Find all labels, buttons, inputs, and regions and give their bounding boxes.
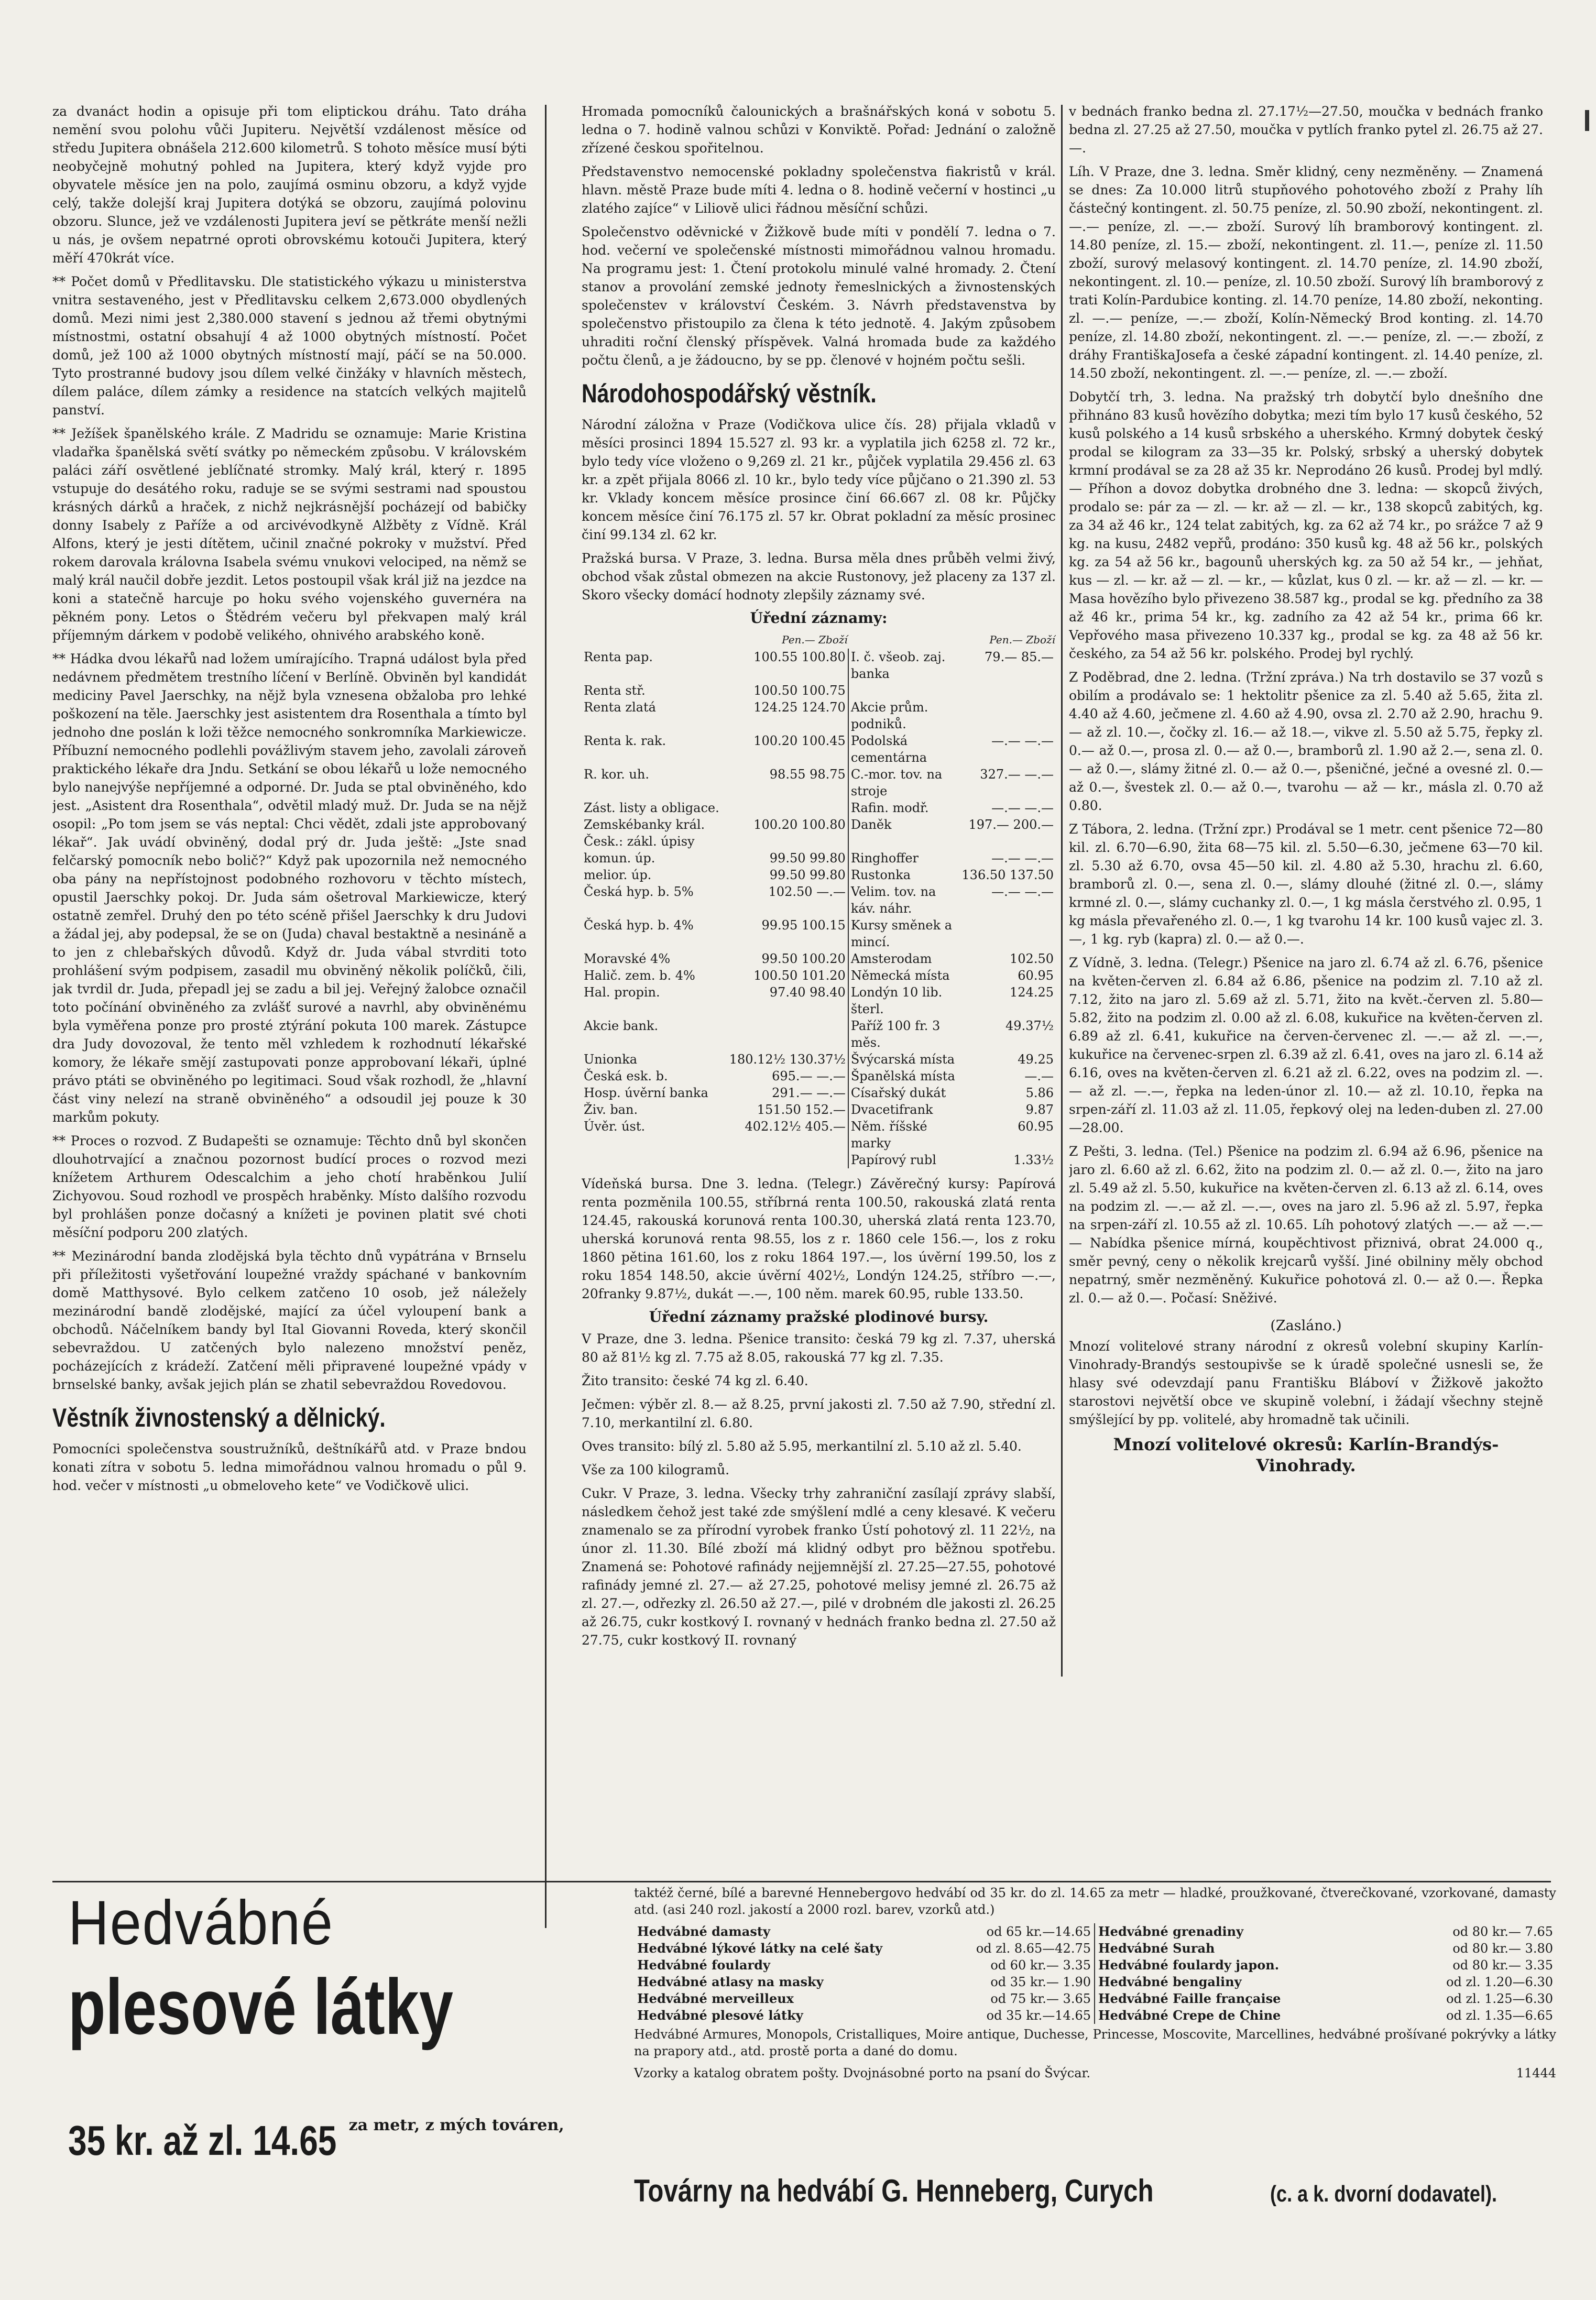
quote-cell: R. kor. uh. — [584, 767, 649, 782]
quote-cell: 100.50 100.75 — [753, 683, 846, 698]
article-paragraph: V Praze, dne 3. ledna. Pšenice transito: česká 79 kg zl. 7.37, uherská 80 až 81½ kg zl. 7.75 až 8.05, rakouská 77 kg zl. 7.35. — [582, 1331, 1056, 1365]
product-row — [634, 1957, 1095, 1974]
quote-cell: 180.12½ 130.37½ — [729, 1052, 846, 1067]
product-name: Hedvábné Faille française — [1098, 1991, 1281, 2006]
product-row — [1095, 1923, 1556, 1940]
quote-cell: Dvacetifrank — [848, 1101, 960, 1118]
quote-cell: I. č. všeob. zaj. banka — [848, 649, 960, 682]
quote-row — [582, 1017, 1056, 1051]
ad-samples — [634, 2065, 1556, 2082]
quote-cell — [727, 1152, 848, 1168]
quote-row — [582, 917, 1056, 950]
zaslano-signature: Mnozí volitelové okresů: Karlín-Brandýs-Vinohrady. — [1113, 1434, 1499, 1475]
ad-factory-name: Továrny na hedvábí G. Henneberg, Curych — [634, 2173, 1154, 2208]
quote-row — [582, 766, 1056, 799]
product-price: od 80 kr.— 7.65 — [1452, 1924, 1553, 1939]
column-2 — [582, 102, 1056, 1978]
quote-row — [582, 732, 1056, 766]
quote-cell — [582, 1152, 727, 1168]
quote-cell: Akcie bank. — [584, 1018, 659, 1033]
quote-cell: 9.87 — [1025, 1102, 1054, 1117]
quote-cell: Londýn 10 lib. šterl. — [848, 984, 960, 1017]
quote-cell: Unionka — [584, 1052, 638, 1067]
ad-price-big: 35 kr. až zl. 14.65 — [68, 2117, 337, 2164]
ad-headline-1: Hedvábné — [68, 1888, 334, 1958]
product-price: od 80 kr.— 3.35 — [1452, 1958, 1553, 1973]
ad-samples-text: Vzorky a katalog obratem pošty. Dvojnásobné porto na psaní do Švýcar. — [634, 2066, 1090, 2080]
quote-cell: —.— —.— — [991, 851, 1054, 866]
section-title-trade: Věstník živnostenský a dělnický. — [52, 1403, 386, 1432]
quote-cell: Švýcarská místa — [848, 1051, 960, 1068]
quote-cell — [959, 682, 1056, 699]
quote-cell: 79.— 85.— — [985, 650, 1054, 664]
quote-cell — [959, 917, 1056, 950]
quote-cell: 695.— —.— — [772, 1069, 846, 1083]
product-row — [634, 2007, 1095, 2024]
quote-cell: 102.50 — [1010, 951, 1054, 966]
article-paragraph: Z Pešti, 3. ledna. (Tel.) Pšenice na podzim zl. 6.94 až 6.96, pšenice na jaro zl. 6.60 až zl. 6.62, žito na podzim zl. 0.— až zl. 0.—, žito na jaro zl. 5.49 až zl. 5.50, kukuřice na květen-červen zl. 6.13 až zl. 6.14, oves na podzim zl. —.— až zl. —.—, oves na jaro zl. 5.96 až zl. 5.97, řepka na srpen-září zl. 10.55 až zl. 10.65. Líh pohotový zlatých —.— až —.— — Nabídka pšenice mírná, koupěchtivost přiznivá, obrat 24.000 q., směr pevný, ceny o několik krejcarů vyšší. Jiné obilniny měly obchod nepatrný, směr nezměněný. Kukuřice pohotová zl. 0.— až 0.—. Řepka zl. 0.— až 0.—. Počasí: Sněživé. — [1069, 1144, 1543, 1306]
quote-cell: 49.25 — [1018, 1052, 1054, 1067]
article-paragraph: ** Hádka dvou lékařů nad ložem umírajícího. Trapná událost byla před nedávnem předmětem trestního líčení v Berlíně. Obviněn byl kandidát mediciny Pavel Jaerschky, na nějž byla vznesena obžaloba pro lehké poškození na těle. Jaerschky jest asistentem dra Rosenthala a tímto byl jednoho dne poslán k loži těžce nemocného sonkromníka Markiewicze. Příbuzní nemocného podlehli povážlivým stavem jeho, zavolali zároveň praktického lékaře dra Jndu. Setkání se obou lékařů u lože nemocného bylo nanejvýše nepříjemné a odporné. Dr. Juda se ptal obviněného, kdo jest. „Asistent dra Rosenthala“, odvětil mladý muž. Dr. Juda se na nějž osopil: „Po tom jsem se vás neptal: Chci vědět, zdali jste approbovaný lékař“. Jak uvádí obviněný, dodal prý dr. Juda ještě: „Jste snad felčarský pomocník nebo bolič?“ Když pak upozornila než nemocného oba pány na nepřístojnost podobného rozhovoru v těchto místech, opustil Jaerschky pokoj. Dr. Juda sám ošetroval Markiewicze, který ostatně zemřel. Druhý den po této scéně přišel Jaerschky k dru Judovi a žádal jej, aby podepsal, že se on (Juda) chaval bestaktně a nesináně a to jen z chlebařských důvodů. Když dr. Juda vábal stvrditi toto prohlášení svým podpisem, zasadil mu obviněný několik políčků, čili, jak tvrdil dr. Juda, přepadl jej se zadu a bil jej. Veřejný žalobce označil toto počínání obviněného za zvlášť surové a navrhl, aby obviněnému byla vyměřena ponze pro prosté ztýrání pokuta 100 marek. Zástupce dra Judy dovozoval, že tento měl vzhledem k rozhodnutí lékařské komory, že lékaře smějí zastupovati ponze approbovaní lékaři, úplné právo ptáti se obviněného po legitimaci. Soud však rozhodl, že „hlavní část viny nelezí na straně obviněného“ a odsoudil jej pouze k 30 markům pokuty. — [52, 651, 527, 1125]
article-paragraph: Z Tábora, 2. ledna. (Tržní zpr.) Prodával se 1 metr. cent pšenice 72—80 kil. zl. 6.70—6.90, žita 68—75 kil. zl. 5.50—6.30, ječmene 63—70 kil. zl. 5.30 až 6.70, ovsa 45—50 kil. zl. 4.80 až 5.30, hrachu zl. 6.60, bramborů zl. 0.—, sena zl. 0.—, slámy dlouhé (žitné zl. 0.—, slámy krmné zl. 0.—, slámy cuchanky zl. 0.—, 1 kg másla čerstvého zl. 0.95, 1 kg másla převařeného zl. 0.—, 1 kg tvarohu 14 kr. 100 kusů vajec zl. 3.—, 1 kg. ryb (kapra) zl. 0.— až 0.—. — [1069, 822, 1543, 947]
ad-products-left — [634, 1923, 1095, 2024]
article-paragraph: Oves transito: bílý zl. 5.80 až 5.95, merkantilní zl. 5.10 až zl. 5.40. — [582, 1439, 1022, 1454]
product-row — [1095, 1974, 1556, 1990]
quote-cell: Halič. zem. b. 4% — [584, 968, 695, 983]
quote-row — [582, 1051, 1056, 1068]
quote-row — [582, 984, 1056, 1017]
column-rule-2 — [1061, 105, 1063, 1677]
quote-cell: —.— — [1024, 1069, 1054, 1083]
ad-headline-2: plesové látky — [68, 1963, 453, 2051]
product-row — [1095, 1990, 1556, 2007]
quote-cell: Kursy směnek a mincí. — [848, 917, 960, 950]
zaslano-box — [1069, 1318, 1543, 1476]
product-name: Hedvábné foulardy — [637, 1957, 770, 1973]
product-price: od zl. 1.35—6.65 — [1446, 2008, 1553, 2023]
quote-cell: 197.— 200.— — [968, 817, 1054, 832]
article-paragraph: Líh. V Praze, dne 3. ledna. Směr klidný, ceny nezměněny. — Znamená se dnes: Za 10.000 litrů stupňového pohotového zboží z Prahy líh částečný kontingent. zl. 50.75 peníze, zl. 50.90 zboží, nekontingent. zl. —.— peníze, zl. —.— zboží. Surový líh bramborový kontingent. zl. 14.80 peníze, zl. 15.— zboží, nekontingent. zl. 11.—, peníze zl. 11.50 zboží, surový melasový kontingent. zl. 14.70 peníze, zl. 14.90 zboží, nekontingent. zl. 10.— peníze, zl. 10.50 zboží. Surový líh bramborový z trati Kolín-Pardubice konting. zl. 14.70 peníze, 14.80 zboží, nekonting. zl. —.— peníze, —.— zboží, Kolín-Německý Brod konting. zl. 14.70 peníze, zl. 14.80 zboží, nekontingent. zl. —.— peníze, zl. —.— zboží, z dráhy FrantiškaJosefa a české západní kontingent. zl. 14.40 peníze, zl. 14.50 zboží, nekontingent. zl. —.— peníze, zl. —.— zboží. — [1069, 164, 1543, 381]
quote-cell: C.-mor. tov. na stroje — [848, 766, 960, 799]
quote-row — [582, 699, 1056, 732]
quote-cell: 98.55 98.75 — [769, 767, 846, 782]
article-paragraph: Národní záložna v Praze (Vodičkova ulice čís. 28) přijala vkladů v měsíci prosinci 1894 15.527 zl. 93 kr. a vyplatila jich 6258 zl. 72 kr., bylo tedy více vloženo o 9,269 zl. 21 kr., půjček vyplatila 29.456 zl. 63 kr. a zpět přijala 8066 zl. 10 kr., bylo tedy více půjčano o 21.390 zl. 53 kr. Vklady koncem měsíce prosince činí 66.667 zl. 08 kr. Půjčky koncem měsíce činí 76.175 zl. 57 kr. Obrat pokladní za měsíc prosinec činí 99.134 zl. 62 kr. — [582, 417, 1056, 542]
quotes-title: Úřední záznamy: — [750, 609, 888, 627]
quote-cell: Daněk — [848, 816, 960, 850]
quotes-table — [582, 631, 1056, 1168]
quote-row — [582, 682, 1056, 699]
product-name: Hedvábné foulardy japon. — [1098, 1957, 1280, 1973]
article-paragraph: Vídeňská bursa. Dne 3. ledna. (Telegr.) Závěrečný kursy: Papírová renta pozměnila 100.55, stříbrná renta 100.50, rakouská zlatá renta 124.45, rakouská korunová renta 100.30, uherská zlatá renta 123.70, uherská korunová renta 98.55, los z r. 1860 cele 156.—, los z roku 1860 pětina 161.60, los z roku 1864 197.—, los úvěrní 199.50, los z roku 1854 148.50, akcie úvěrní 402½, Londýn 124.25, stříbro —.—, 20franky 9.87½, dukát —.—, 100 něm. marek 60.95, ruble 133.50. — [582, 1176, 1056, 1301]
product-price: od zl. 8.65—42.75 — [976, 1941, 1091, 1956]
zaslano-title: (Zasláno.) — [1270, 1318, 1342, 1334]
article-paragraph: Z Vídně, 3. ledna. (Telegr.) Pšenice na jaro zl. 6.74 až zl. 6.76, pšenice na květen-červen zl. 6.84 až 6.86, pšenice na podzim zl. 7.10 až zl. 7.12, žito na jaro zl. 5.69 až zl. 5.71, žito na květ.-červen zl. 5.80—5.82, žito na podzim zl. 0.00 až zl. 6.08, kukuřice na květen-červen zl. 6.89 až zl. 6.41, kukuřice na červen-červenec zl. —.— až zl. —.—, kukuřice na červenec-srpen zl. 6.39 až zl. 6.41, oves na jaro zl. 6.14 až 6.16, oves na květen-červen zl. 6.21 až zl. 6.22, oves na podzim zl. —.— až zl. —.—, řepka na leden-únor zl. 10.— až zl. 10.10, řepka na srpen-září zl. 11.03 až zl. 11.05, řepkový olej na leden-duben zl. 27.00—28.00. — [1069, 955, 1543, 1135]
quote-cell: Německá místa — [848, 967, 960, 984]
quote-cell: 327.— —.— — [980, 767, 1054, 782]
quote-row — [582, 816, 1056, 850]
quote-cell: Živ. ban. — [584, 1102, 638, 1117]
quote-cell: 124.25 — [1010, 985, 1054, 1000]
quote-cell: —.— —.— — [991, 884, 1054, 899]
product-price: od zl. 1.20—6.30 — [1446, 1975, 1553, 1989]
product-price: od 80 kr.— 3.80 — [1452, 1941, 1553, 1956]
quote-cell: Renta stř. — [584, 683, 646, 698]
product-name: Hedvábné atlasy na masky — [637, 1974, 824, 1989]
section-title-economy: Národohospodářský věstník. — [582, 379, 877, 408]
quote-cell: Akcie prům. podniků. — [848, 699, 960, 732]
quote-cell: 99.50 99.80 — [769, 851, 846, 866]
quote-cell: Velim. tov. na káv. náhr. — [848, 883, 960, 917]
ad-price-note: za metr, z mých továren, — [348, 2116, 564, 2134]
quote-cell: 136.50 137.50 — [961, 868, 1054, 882]
article-paragraph: Představenstvo nemocenské pokladny společenstva fiakristů v král. hlavn. městě Praze bude míti 4. ledna o 8. hodině večerní v hostinci „u zlatého zajíce“ v Liliově ulici řádnou měsíční schůzi. — [582, 164, 1056, 216]
quote-cell: Renta k. rak. — [584, 733, 666, 748]
article-paragraph: ** Proces o rozvod. Z Budapešti se oznamuje: Těchto dnů byl skončen dlouhotrvající a značnou pozornost budící proces o rozvod mezi knížetem Arthurem Odescalchim a jeho chotí hraběnkou Julií Zichyovou. Soud rozhodl ve prospěch hraběnky. Místo dalšího rozvodu byl prohlášen ponze dočasný a knížeti je povinen platit své choti měsíční podporu 200 zlatých. — [52, 1133, 527, 1240]
grain-title: Úřední záznamy pražské plodinové bursy. — [649, 1308, 989, 1326]
quote-row — [582, 1152, 1056, 1168]
quote-cell: Rafin. modř. — [848, 799, 960, 816]
quote-row — [582, 850, 1056, 867]
ad-factory-note: (c. a k. dvorní dodavatel). — [1270, 2181, 1497, 2207]
product-name: Hedvábné grenadiny — [1098, 1924, 1244, 1939]
article-paragraph: v bednách franko bedna zl. 27.17½—27.50, moučka v bednách franko bedna zl. 27.25 až 27.50, moučka v pytlích franko pytel zl. 26.75 až 27.—. — [1069, 104, 1543, 156]
article-paragraph: Pomocníci společenstva soustružníků, deštníkářů atd. v Praze bndou konati zítra v sobotu 5. ledna mimořádnou valnou hromadu o půl 9. hod. večer v místnosti „u obmeloveho kete“ ve Vodičkově ulici. — [52, 1441, 527, 1493]
article-paragraph: za dvanáct hodin a opisuje při tom eliptickou dráhu. Tato dráha nemění svou polohu vůči Jupiteru. Největší vzdálenost měsíce od středu Jupitera obnášela 212.600 kilometrů. S tohoto měsíce musí býti neobyčejně mohutný pohled na Jupitera, který když vyjde pro obyvatele měsíce jen na polo, zaujímá osminu obzoru, a když vyjde celý, takže dolejší kraj Jupitera dotýká se obzoru, zaujímá polovinu obzoru. Slunce, jež ve vzdálenosti Jupitera jeví se pětkráte menší nežli u nás, je ovšem nepatrné oproti obrovskému kotouči Jupitera, který měří 470krát více. — [52, 104, 527, 266]
article-paragraph: Žito transito: české 74 kg zl. 6.40. — [582, 1373, 808, 1388]
quote-cell: Renta zlatá — [584, 700, 656, 715]
product-price: od 35 kr.—14.65 — [986, 2008, 1091, 2023]
quote-cell: 402.12½ 405.— — [745, 1119, 846, 1134]
quote-cell: Španělská místa — [848, 1068, 960, 1085]
product-price: od 60 kr.— 3.35 — [990, 1958, 1091, 1973]
product-row — [634, 1974, 1095, 1990]
ad-product-list — [634, 1923, 1556, 2024]
quote-cell: Něm. říšské marky — [848, 1118, 960, 1152]
quote-cell: Amsterodam — [848, 950, 960, 967]
ad-price — [68, 2117, 564, 2165]
product-name: Hedvábné Crepe de Chine — [1098, 2008, 1281, 2023]
quote-cell: 99.50 99.80 — [769, 868, 846, 882]
quote-row — [582, 1068, 1056, 1085]
quote-cell: 151.50 152.— — [757, 1102, 846, 1117]
product-price: od 35 kr.— 1.90 — [990, 1975, 1091, 1989]
ad-number: 11444 — [1516, 2066, 1556, 2080]
quote-row — [582, 867, 1056, 883]
product-name: Hedvábné lýkové látky na celé šaty — [637, 1941, 883, 1956]
quote-cell: —.— —.— — [991, 801, 1054, 815]
quote-cell: Papírový rubl — [848, 1152, 960, 1168]
quote-cell — [727, 1017, 848, 1051]
quote-cell: 5.86 — [1025, 1086, 1054, 1100]
quote-cell: 100.55 100.80 — [753, 650, 846, 664]
product-row — [1095, 2007, 1556, 2024]
margin-mark — [1585, 110, 1589, 131]
article-paragraph: Vše za 100 kilogramů. — [582, 1462, 730, 1477]
article-paragraph: Dobytčí trh, 3. ledna. Na pražský trh dobytčí bylo dnešního dne přihnáno 83 kusů hovězího dobytka; mezi tím bylo 17 kusů českého, 52 kusů polského a 14 kusů srbského a uherského. Krmný dobytek český prodal se kilogram za 33—35 kr. Polský, srbský a uherský dobytek krmní prodával se za 28 až 35 kr. Neprodáno 26 kusů. Prodej byl mdlý. — Příhon a dovoz dobytka drobného dne 3. ledna: — skopců živých, prodalo se: pár za — zl. — kr. až — zl. — kr., 138 skopců zabitých, kg. za 34 až 46 kr., 124 telat zabitých, kg. za 62 až 74 kr., po srážce 7 až 9 kg. na kusu, 2482 vepřů, prodáno: 350 kusů kg. 48 až 56 kr., polských kg. za 54 až 56 kr., bagounů uherských kg. za 50 až 54 kr., — jehňat, kus — zl. — kr. až — zl. — kr., — kůzlat, kus 0 zl. — kr. až — zl. — kr. — Masa hovězího bylo přivezeno 38.587 kg., prodal se kg. předního za 38 až 46 kr., prima 54 kr., kg. zadního za 42 až 54 kr., prima 66 kr. Vepřového masa přivezeno 10.337 kg., prodal se kg. za 48 až 56 kr. českého, za 54 až 56 kr. polského. Prodej byl rychlý. — [1069, 389, 1543, 661]
quote-cell: 97.40 98.40 — [769, 985, 846, 1000]
column-1 — [52, 102, 527, 1881]
ad-details-block — [634, 1885, 1556, 2241]
quote-cell: Česká hyp. b. 5% — [584, 884, 694, 899]
quote-cell: Česká esk. b. — [584, 1069, 668, 1083]
quote-row — [582, 1101, 1056, 1118]
product-row — [634, 1923, 1095, 1940]
product-name: Hedvábné Surah — [1098, 1941, 1215, 1956]
quote-cell — [848, 682, 960, 699]
product-price: od 65 kr.—14.65 — [986, 1924, 1091, 1939]
ad-products-right — [1095, 1923, 1556, 2024]
product-row — [1095, 1940, 1556, 1957]
product-row — [1095, 1957, 1556, 1974]
quote-row — [582, 883, 1056, 917]
quote-cell: Zást. listy a obligace. — [584, 801, 719, 815]
quotes-header: Pen.— Zboží — [989, 633, 1055, 646]
product-row — [634, 1990, 1095, 2007]
quote-cell: 99.95 100.15 — [761, 918, 846, 933]
quote-cell: 100.20 100.45 — [753, 733, 846, 748]
article-paragraph: Cukr. V Praze, 3. ledna. Všecky trhy zahraniční zasílají zprávy slabší, následkem čehož jest také zde smýšlení mdlé a ceny klesavé. K večeru znamenalo se za přírodní vyrobek franko Ústí pohotový zl. 11 22½, na únor zl. 11.30. Bílé zboží má klidný odbyt pro běžnou spotřebu. Znamená se: Pohotové rafinády nejjemnější zl. 27.25—27.55, pohotové rafinády jemné zl. 27.— až 27.25, pohotové melisy jemné zl. 26.75 až zl. 27.—, odřezky zl. 26.50 až 27.—, pilé v drobném dle jakosti zl. 26.25 až 26.75, cukr kostkový I. rovnaný v hednách franko bedna zl. 27.50 až 27.75, cukr kostkový II. rovnaný — [582, 1486, 1056, 1648]
zaslano-text: Mnozí volitelové strany národní z okresů volební skupiny Karlín-Vinohrady-Brandýs sestoupivše se k úradě společné usnesli se, že hlasy své odevzdají panu Františku Bláboví v Žižkově jakožto starostovi největší obce ve skupině volební, i žádají všechny stejně smýšlející by pp. volitelé, aby hromadně tak učinili. — [1069, 1339, 1543, 1427]
quote-row — [582, 799, 1056, 816]
quote-cell: Renta pap. — [584, 650, 653, 664]
article-paragraph: ** Mezinárodní banda zlodějská byla těchto dnů vypátrána v Brnselu při příležitosti vyšetřování loupežné vraždy spáchané v bankovním domě Matthysové. Bylo celkem zatčeno 10 osob, jež náležely mezinárodní bandě zlodějské, mající za účel vyloupení bank a obchodů. Náčelníkem bandy byl Ital Giovanni Roveda, který skončil sebevraždou. U zatčených bylo nalezeno množství peněz, pocházejících z krádeží. Zatčení měli připravené loupežné vpády v brnselské banky, avšak jejich plán se zhatil sebevraždou Rovedovou. — [52, 1248, 527, 1392]
quote-cell: Hal. propin. — [584, 985, 660, 1000]
article-paragraph: Společenstvo oděvnické v Žižkově bude míti v pondělí 7. ledna o 7. hod. večerní ve společenské místnosti mimořádnou valnou hromadu. Na programu jest: 1. Čtení protokolu minulé valné hromady. 2. Čtení stanov a provolání zemské jednoty řemeslnických a živnostenských společenstev v království Českém. 3. Návrh představenstva by společenstvo přistoupilo za člena k této jednotě. 4. Jakým způsobem uhraditi roční členský příspěvek. Valná hromada bude za každého počtu členů, a je žádoucno, by se pp. členové v hojném počtu sešli. — [582, 224, 1056, 368]
quote-cell: Ringhoffer — [848, 850, 960, 867]
quote-cell: Zemskébanky král. Česk.: zákl. úpisy — [584, 817, 705, 849]
ad-materials: Hedvábné Armures, Monopols, Cristalliques, Moire antique, Duchesse, Princesse, Moscovite, Marcellines, hedvábné prošívané pokrývky a látky na prapory atd., atd. prostě porta a dané do domu. — [634, 2027, 1556, 2058]
quote-cell: 49.37½ — [1005, 1018, 1054, 1033]
quote-cell: Císařský dukát — [848, 1085, 960, 1101]
quote-row — [582, 649, 1056, 682]
article-paragraph: Hromada pomocníků čalounických a brašnářských koná v sobotu 5. ledna o 7. hodině valnou schůzi v Konviktě. Pořad: Jednání o založně zřízené českou spořitelnou. — [582, 104, 1056, 156]
article-paragraph: Pražská bursa. V Praze, 3. ledna. Bursa měla dnes průběh velmi živý, obchod však zůstal obmezen na akcie Rustonovy, jež placeny za 137 zl. Skoro všecky domácí hodnoty zlepšily záznamy své. — [582, 551, 1056, 603]
quote-row — [582, 950, 1056, 967]
quotes-header: Pen.— Zboží — [782, 633, 848, 646]
product-price: od 75 kr.— 3.65 — [990, 1991, 1091, 2006]
product-price: od zl. 1.25—6.30 — [1446, 1991, 1553, 2006]
quote-cell: 124.25 124.70 — [753, 700, 846, 715]
quote-cell: Moravské 4% — [584, 951, 671, 966]
quote-cell: 100.20 100.80 — [753, 817, 846, 832]
quote-row — [582, 1118, 1056, 1152]
article-paragraph: Ječmen: výběr zl. 8.— až 8.25, první jakosti zl. 7.50 až 7.90, střední zl. 7.10, merkantilní zl. 6.80. — [582, 1397, 1056, 1430]
article-paragraph: Z Poděbrad, dne 2. ledna. (Tržní zpráva.) Na trh dostavilo se 37 vozů s obilím a prodávalo se: 1 hektolitr pšenice za zl. 5.40 až 5.65, žita zl. 4.40 až 4.60, ječmene zl. 4.60 až 4.90, ovsa zl. 2.70 až 2.90, hrachu 9.— až zl. 10.—, čočky zl. 16.— až 18.—, vikve zl. 5.50 až 5.75, řepky zl. 0.— až 0.—, prosa zl. 0.— až 0.—, bramborů zl. 1.90 až 2.—, sena zl. 0.— až 0.—, slámy žitné zl. 0.— až 0.—, pšeničné, ječné a ovesné zl. 0.— až 0.—, švestek zl. 0.— až 0.—, tvarohu — až — kr., másla zl. 0.70 až 0.80. — [1069, 670, 1543, 813]
quote-cell: —.— —.— — [991, 733, 1054, 748]
article-paragraph: ** Počet domů v Předlitavsku. Dle statistického výkazu u ministerstva vnitra sestaveného, jest v Předlitavsku celkem 2,673.000 obydlených domů. Mezi nimi jest 2,380.000 stavení s jednou až třemi obytnými místnostmi, ostatní obsahují 4 až 1000 obytných místností. Počet domů, jež 100 až 1000 obytných místností mají, páčí se na 50.000. Tyto prostranné budovy jsou dílem velké činžáky v hlavních městech, dílem paláce, dílem zámky a residence na statcích velkých majitelů panství. — [52, 274, 527, 418]
ad-headline-block — [68, 1886, 618, 2211]
quote-cell: Hosp. úvěrní banka — [584, 1086, 708, 1100]
product-name: Hedvábné plesové látky — [637, 2008, 803, 2023]
quote-row — [582, 1085, 1056, 1101]
column-3 — [1069, 102, 1543, 1978]
quote-cell: komun. úp. — [584, 851, 655, 866]
quote-cell: 60.95 — [1018, 1119, 1054, 1134]
quote-cell: 99.50 100.20 — [761, 951, 846, 966]
product-name: Hedvábné bengaliny — [1098, 1974, 1242, 1989]
product-name: Hedvábné damasty — [637, 1924, 770, 1939]
quote-cell: 102.50 —.— — [768, 884, 846, 899]
product-row — [634, 1940, 1095, 1957]
ad-factory — [634, 2173, 1547, 2209]
quote-cell: 1.33½ — [1013, 1153, 1054, 1167]
quote-cell: melior. úp. — [584, 868, 652, 882]
quote-cell: Rustonka — [848, 867, 960, 883]
quote-cell: Paříž 100 fr. 3 měs. — [848, 1017, 960, 1051]
quote-cell: Podolská cementárna — [848, 732, 960, 766]
quote-cell: Úvěr. úst. — [584, 1119, 646, 1134]
quote-row — [582, 967, 1056, 984]
quote-cell: 100.50 101.20 — [753, 968, 846, 983]
product-name: Hedvábné merveilleux — [637, 1991, 794, 2006]
quote-cell: Česká hyp. b. 4% — [584, 918, 694, 933]
quote-cell — [727, 799, 848, 816]
ad-intro: taktéž černé, bílé a barevné Hennebergovo hedvábí od 35 kr. do zl. 14.65 za metr — hladké, proužkované, čtverečkované, vzorkované, damasty atd. (asi 240 rozl. jakostí a 2000 rozl. barev, vzorků atd.) — [634, 1886, 1556, 1917]
quote-cell — [959, 699, 1056, 732]
column-rule-1 — [545, 105, 546, 1928]
quote-cell: 60.95 — [1018, 968, 1054, 983]
quote-cell: 291.— —.— — [772, 1086, 846, 1100]
article-paragraph: ** Ježíšek španělského krále. Z Madridu se oznamuje: Marie Kristina vladařka španělská světí svátky po německém způsobu. V královském paláci září osvětlené jeblíčnaté stromky. Malý král, který r. 1895 vstupuje do desátého roku, raduje se se svými sestrami nad spoustou krásných dárků a hraček, z nichž nejkrásnější pocházejí od babičky donny Isabely z Paříže a od arcivévodkyně Alžběty z Vídně. Král Alfons, který je jesti dítětem, učinil značné pokroky v mužství. Před rokem darovala královna Isabela svému vnukovi velociped, na němž se malý král naučil dobře jezdit. Letos postoupil však král již na jezdce na koni a statečně harcuje po hoku svého vojenského guvernéra na pěkném pony. Letos o Štědrém večeru byl překvapen malý král příjemným dárkem v podobě velikého, ohnivého arabského koně. — [52, 426, 527, 643]
